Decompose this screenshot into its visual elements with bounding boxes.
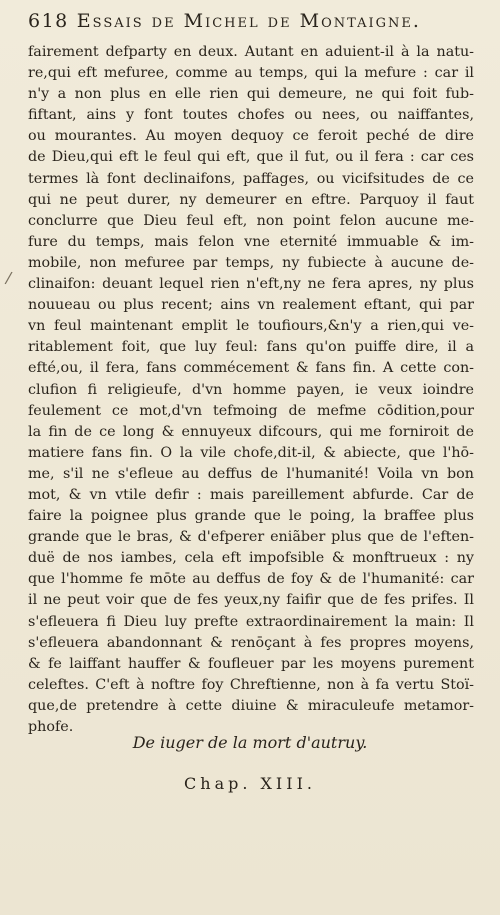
text-line: feulement ce mot,d'vn tefmoing de mefme cōdition,pour bbox=[28, 402, 474, 419]
text-line: & fe laiffant hauffer & foufleuer par les moyens purement bbox=[28, 655, 474, 672]
text-line: celeftes. C'eft à noftre foy Chreftienne, non à fa vertu Stoï- bbox=[28, 676, 474, 693]
text-line: faire la poignee plus grande que le poing, la braffee plus bbox=[28, 508, 474, 525]
text-line: phofe. bbox=[28, 719, 74, 735]
text-line: qui ne peut durer, ny demeurer en eftre. Parquoy il faut bbox=[28, 191, 474, 208]
text-line: matiere fans fin. O la vile chofe,dit-il, & abiecte, que l'hō- bbox=[28, 444, 474, 461]
text-line: re,qui eft mefuree, comme au temps, qui la mefure : car il bbox=[28, 65, 474, 82]
text-line: mobile, non mefuree par temps, ny fubiecte à aucune de- bbox=[28, 254, 474, 271]
text-line: que,de pretendre à cette diuine & miraculeufe metamor- bbox=[28, 697, 474, 714]
text-line: que l'homme fe mōte au deffus de foy & de l'humanité: car bbox=[28, 571, 474, 588]
text-line: s'efleuera abandonnant & renōçant à fes propres moyens, bbox=[28, 634, 474, 651]
text-line: conclurre que Dieu feul eft, non point felon aucune me- bbox=[28, 212, 474, 229]
text-line: termes là font declinaifons, paffages, ou vicifsitudes de ce bbox=[28, 170, 474, 187]
chapter-title: De iuger de la mort d'autruy. bbox=[132, 733, 368, 752]
text-line: clinaifon: deuant lequel rien n'eft,ny ne fera apres, ny plus bbox=[28, 276, 474, 293]
running-title: Essais de Michel de Montaigne. bbox=[76, 10, 421, 32]
text-line: ou mourantes. Au moyen dequoy ce feroit peché de dire bbox=[28, 128, 474, 145]
chapter-number: Chap. XIII. bbox=[184, 774, 316, 793]
running-header bbox=[28, 10, 478, 40]
text-line: duë de nos iambes, cela eft impofsible & monftrueux : ny bbox=[28, 550, 474, 567]
text-line: clufion fi religieufe, d'vn homme payen, ie veux ioindre bbox=[28, 381, 474, 398]
text-line: il ne peut voir que de fes yeux,ny faifir que de fes prifes. Il bbox=[28, 592, 474, 609]
text-line: efté,ou, il fera, fans commécement & fans fin. A cette con- bbox=[28, 360, 474, 377]
body-text bbox=[28, 42, 474, 738]
text-line: grande que le bras, & d'efperer eniãber plus que de l'eften- bbox=[28, 529, 474, 546]
margin-mark: / bbox=[4, 267, 14, 288]
text-line: fure du temps, mais felon vne eternité immuable & im- bbox=[28, 233, 474, 250]
text-line: me, s'il ne s'efleue au deffus de l'humanité! Voila vn bon bbox=[28, 465, 474, 482]
text-line: fairement defparty en deux. Autant en aduient-il à la natu- bbox=[28, 44, 474, 60]
text-line: vn feul maintenant emplit le toufiours,&n'y a rien,qui ve- bbox=[28, 318, 474, 335]
text-line: nouueau ou plus recent; ains vn realement eftant, qui par bbox=[28, 297, 474, 314]
text-line: mot, & vn vtile defir : mais pareillement abfurde. Car de bbox=[28, 486, 474, 503]
text-line: de Dieu,qui eft le feul qui eft, que il fut, ou il fera : car ces bbox=[28, 149, 474, 166]
text-line: ritablement foit, que luy feul: fans qu'on puiffe dire, il a bbox=[28, 339, 474, 356]
page-number: 618 bbox=[28, 10, 69, 32]
text-line: la fin de ce long & ennuyeux difcours, qui me forniroit de bbox=[28, 423, 474, 440]
text-line: s'efleuera fi Dieu luy prefte extraordinairement la main: Il bbox=[28, 613, 474, 630]
text-line: fiftant, ains y font toutes chofes ou nees, ou naiffantes, bbox=[28, 107, 474, 124]
text-line: n'y a non plus en elle rien qui demeure, ne qui foit fub- bbox=[28, 86, 474, 103]
